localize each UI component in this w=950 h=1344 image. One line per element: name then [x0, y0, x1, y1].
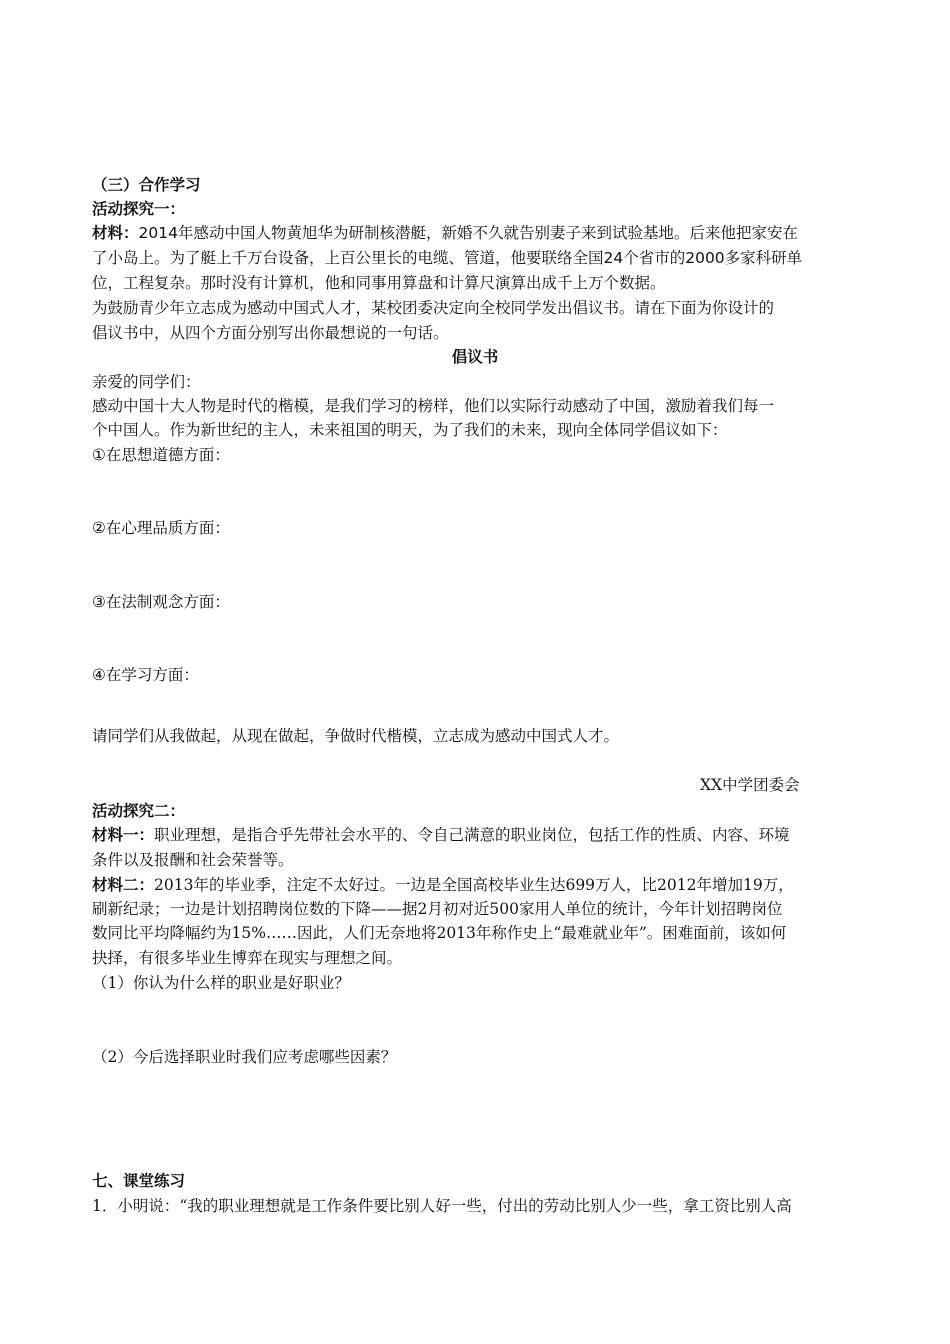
proposal-body-line: 感动中国十大人物是时代的楷模，是我们学习的榜样，他们以实际行动感动了中国，激励着我们每一 [92, 397, 775, 415]
proposal-item-study: ④在学习方面： [92, 666, 199, 684]
proposal-title: 倡议书 [451, 348, 499, 366]
proposal-closing: 请同学们从我做起，从现在做起，争做时代楷模，立志成为感动中国式人才。 [92, 727, 620, 745]
activity-two-heading: 活动探究二： [92, 802, 186, 820]
question-two: （2）今后选择职业时我们应考虑哪些因素？ [92, 1048, 397, 1066]
task-paragraph-line: 为鼓励青少年立志成为感动中国式人才，某校团委决定向全校同学发出倡议书。请在下面为你设计的 [92, 299, 775, 317]
proposal-body-line: 个中国人。作为新世纪的主人，未来祖国的明天，为了我们的未来，现向全体同学倡议如下： [92, 421, 728, 439]
material-one-line: 材料一：职业理想，是指合乎先带社会水平的、令自己满意的职业岗位，包括工作的性质、内容、环境 [92, 825, 790, 844]
material-one-line: 条件以及报酬和社会荣誉等。 [92, 851, 294, 869]
material-two-line: 刷新纪录；一边是计划招聘岗位数的下降——据2月初对近500家用人单位的统计，今年计划招聘岗位 [92, 900, 783, 918]
activity-one-heading: 活动探究一： [92, 200, 186, 218]
proposal-item-legal: ③在法制观念方面： [92, 593, 230, 611]
task-paragraph-line: 倡议书中，从四个方面分别写出你最想说的一句话。 [92, 324, 449, 342]
material-paragraph-line: 了小岛上。为了艇上千万台设备，上百公里长的电缆、管道，他要联络全国24个省市的2000多家科研单 [92, 249, 803, 267]
proposal-signature: XX中学团委会 [700, 776, 800, 794]
material-paragraph-line: 位，工程复杂。那时没有计算机，他和同事用算盘和计算尺演算出成千上万个数据。 [92, 274, 666, 292]
material-two-line: 数同比平均降幅约为15%……因此，人们无奈地将2013年称作史上“最难就业年”。困难面前，该如何 [92, 924, 787, 942]
proposal-salutation: 亲爱的同学们： [92, 373, 201, 391]
proposal-item-moral: ①在思想道德方面： [92, 446, 230, 464]
material-two-line: 抉择，有很多毕业生博弈在现实与理想之间。 [92, 949, 403, 967]
question-one: （1）你认为什么样的职业是好职业？ [92, 974, 350, 992]
material-paragraph-line: 材料：2014年感动中国人物黄旭华为研制核潜艇，新婚不久就告别妻子来到试验基地。后来他把家安在 [92, 224, 798, 242]
material-two-line: 材料二：2013年的毕业季，注定不太好过。一边是全国高校毕业生达699万人，比2012年增加19万， [92, 875, 794, 894]
section-heading-cooperative-learning: （三）合作学习 [92, 176, 201, 194]
practice-question-one: 1．小明说：“我的职业理想就是工作条件要比别人好一些，付出的劳动比别人少一些，拿工资比别人高 [92, 1197, 792, 1215]
proposal-item-psychology: ②在心理品质方面： [92, 519, 230, 537]
section-heading-class-practice: 七、课堂练习 [92, 1172, 186, 1190]
